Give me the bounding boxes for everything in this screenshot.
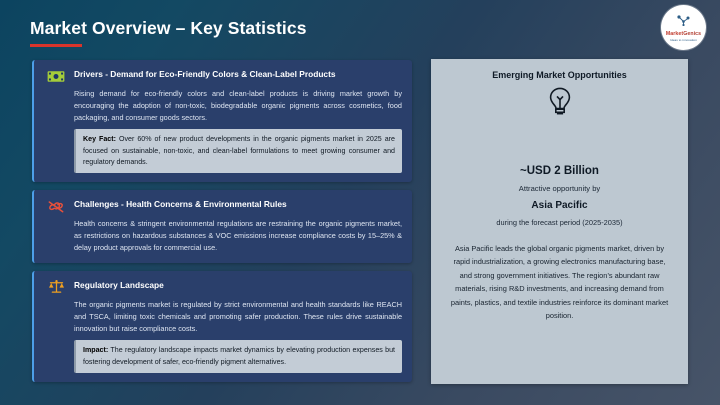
callout-text: Over 60% of new product developments in the organic pigments market in 2025 are focused on sustainable, non-toxic, and clean-label formulations to meet growing consumer and regulatory demands. xyxy=(83,135,395,167)
card-callout xyxy=(74,340,402,373)
panel-value: ~USD 2 Billion xyxy=(520,165,599,177)
network-node-icon xyxy=(676,13,691,31)
brand-logo xyxy=(661,5,706,50)
header xyxy=(30,18,307,47)
card-title: Challenges - Health Concerns & Environmental Rules xyxy=(74,199,287,210)
emerging-opportunities-panel xyxy=(431,59,688,384)
logo-wordmark xyxy=(666,32,701,37)
panel-description: Asia Pacific leads the global organic pigments market, driven by rapid industrialization, a growing electronics manufacturing base, and strong government initiatives. The region’s abundant raw materials, rising R&D investments, and increasing demand from paints, plastics, and textile industries reinforce its dominant market position. xyxy=(450,244,669,321)
logo-tagline: Ideas to innovation xyxy=(670,37,697,42)
card-body: Rising demand for eco-friendly colors and clean-label products is driving market growth by encouraging the adoption of non-toxic, biodegradable organic pigments across cosmetics, food packaging, and consumer goods sectors. xyxy=(74,89,402,122)
callout-text: The regulatory landscape impacts market dynamics by elevating production expenses but fostering development of safer, eco-friendly pigment alternatives. xyxy=(83,346,395,366)
logo-name-part2: Genics xyxy=(683,31,702,38)
banknote-icon xyxy=(46,68,66,84)
card-body: Health concerns & stringent environmental regulations are restraining the organic pigments market, as restrictions on hazardous substances & VOC emissions increase compliance costs by 15–25% & delay product approvals for commercial use. xyxy=(74,219,402,253)
card-callout xyxy=(74,129,402,173)
logo-name-part1: Market xyxy=(665,31,684,38)
panel-region: Asia Pacific xyxy=(531,200,588,211)
cards-column xyxy=(32,60,412,390)
panel-subtitle-1: Attractive opportunity by xyxy=(518,184,601,193)
title-underline-accent xyxy=(30,44,82,47)
card-header xyxy=(46,279,402,295)
panel-title: Emerging Market Opportunities xyxy=(492,70,627,80)
panel-subtitle-2: during the forecast period (2025-2035) xyxy=(496,218,623,227)
card-header xyxy=(46,68,402,84)
page-title: Market Overview – Key Statistics xyxy=(30,18,307,38)
card-drivers[interactable] xyxy=(32,60,412,182)
card-body: The organic pigments market is regulated by strict environmental and health standards like REACH and TSCA, limiting toxic chemicals and promoting safer production. These rules drive sustainable innovation but raise compliance costs. xyxy=(74,299,402,333)
lightbulb-icon-wrap xyxy=(445,86,674,123)
callout-label: Key Fact: xyxy=(83,135,116,144)
card-regulatory[interactable] xyxy=(32,271,412,382)
lightbulb-icon xyxy=(547,86,573,123)
broken-link-icon xyxy=(46,198,66,214)
balance-scale-icon xyxy=(46,279,66,295)
card-title: Drivers - Demand for Eco-Friendly Colors & Clean-Label Products xyxy=(74,69,336,79)
card-header xyxy=(46,198,402,214)
card-challenges[interactable] xyxy=(32,190,412,262)
card-title: Regulatory Landscape xyxy=(74,279,164,290)
callout-label: Impact: xyxy=(83,346,109,355)
